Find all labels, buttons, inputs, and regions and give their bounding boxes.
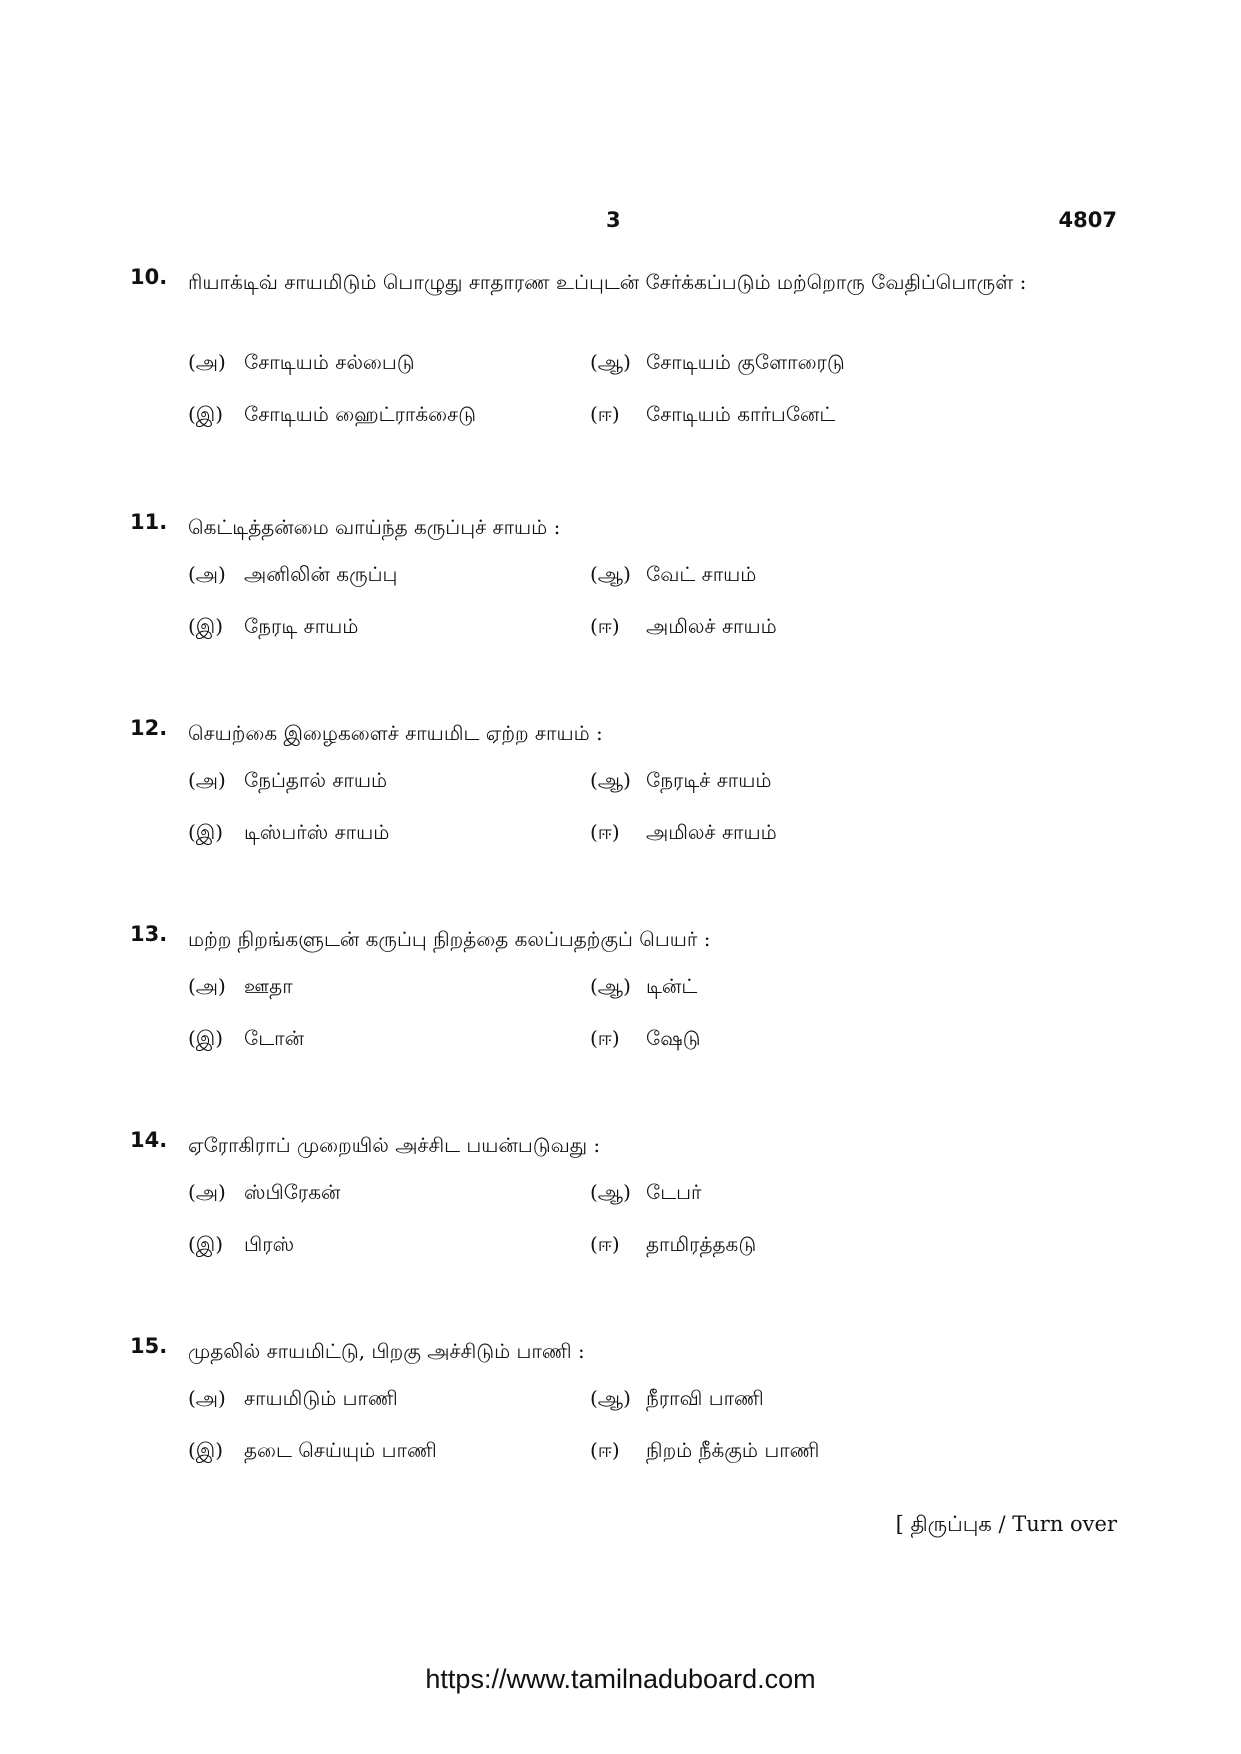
option-text: தடை செய்யும் பாணி	[244, 1438, 437, 1462]
option-text: நேப்தால் சாயம்	[244, 768, 388, 792]
option-b	[590, 350, 845, 377]
turn-over-note: [ திருப்புக / Turn over	[895, 1512, 1117, 1536]
option-marker: (இ)	[188, 820, 224, 844]
option-marker: (ஈ)	[590, 614, 620, 638]
question-text: கெட்டித்தன்மை வாய்ந்த கருப்புச் சாயம் :	[188, 515, 561, 539]
question-text: ஏரோகிராப் முறையில் அச்சிட பயன்படுவது :	[188, 1133, 601, 1157]
option-marker: (ஈ)	[590, 1232, 620, 1256]
option-b	[590, 1386, 764, 1413]
question-text: ரியாக்டிவ் சாயமிடும் பொழுது சாதாரண உப்புடன் சேர்க்கப்படும் மற்றொரு வேதிப்பொருள் :	[188, 270, 1027, 294]
option-text: ஊதா	[244, 974, 293, 998]
option-d	[590, 1026, 700, 1053]
question-text: மற்ற நிறங்களுடன் கருப்பு நிறத்தை கலப்பதற்குப் பெயர் :	[188, 927, 711, 951]
option-b	[590, 974, 697, 1001]
question-number: 14.	[130, 1128, 168, 1152]
option-marker: (அ)	[188, 350, 226, 374]
option-text: டிஸ்பர்ஸ் சாயம்	[244, 820, 390, 844]
option-d	[590, 1438, 819, 1465]
option-text: நேரடி சாயம்	[244, 614, 359, 638]
option-marker: (அ)	[188, 1180, 226, 1204]
option-marker: (ஈ)	[590, 1026, 620, 1050]
option-text: பிரஸ்	[244, 1232, 295, 1256]
option-c	[188, 1438, 437, 1465]
option-b	[590, 768, 771, 795]
option-c	[188, 820, 389, 847]
option-text: அமிலச் சாயம்	[646, 614, 777, 638]
option-marker: (அ)	[188, 768, 226, 792]
option-marker: (இ)	[188, 402, 224, 426]
option-b	[590, 562, 756, 589]
option-a	[188, 1386, 398, 1413]
option-text: சோடியம் ஹைட்ராக்சைடு	[244, 402, 477, 426]
option-marker: (இ)	[188, 1438, 224, 1462]
option-text: டின்ட்	[646, 974, 698, 998]
option-d	[590, 1232, 756, 1259]
option-c	[188, 1232, 294, 1259]
option-marker: (இ)	[188, 614, 224, 638]
option-text: அமிலச் சாயம்	[646, 820, 777, 844]
question-number: 13.	[130, 922, 168, 946]
page-number: 3	[606, 208, 621, 232]
option-marker: (ஆ)	[590, 562, 631, 586]
option-c	[188, 402, 476, 429]
option-marker: (ஆ)	[590, 1180, 631, 1204]
option-text: சோடியம் கார்பனேட்	[646, 402, 836, 426]
option-marker: (ஈ)	[590, 820, 620, 844]
question-text: செயற்கை இழைகளைச் சாயமிட ஏற்ற சாயம் :	[188, 721, 603, 745]
option-text: சோடியம் சல்பைடு	[244, 350, 415, 374]
option-marker: (இ)	[188, 1232, 224, 1256]
option-marker: (ஆ)	[590, 768, 631, 792]
option-text: ஷேடு	[646, 1026, 701, 1050]
question-number: 15.	[130, 1334, 168, 1358]
option-c	[188, 1026, 304, 1053]
option-marker: (ஆ)	[590, 350, 631, 374]
option-text: டோன்	[244, 1026, 304, 1050]
question-text: முதலில் சாயமிட்டு, பிறகு அச்சிடும் பாணி :	[188, 1339, 585, 1363]
option-a	[188, 768, 387, 795]
footer-url: https://www.tamilnaduboard.com	[425, 1664, 816, 1694]
option-a	[188, 974, 293, 1001]
option-text: ஸ்பிரேகன்	[244, 1180, 341, 1204]
option-text: சோடியம் குளோரைடு	[646, 350, 845, 374]
option-text: தாமிரத்தகடு	[646, 1232, 757, 1256]
option-marker: (அ)	[188, 974, 226, 998]
option-text: நிறம் நீக்கும் பாணி	[646, 1438, 820, 1462]
option-c	[188, 614, 358, 641]
option-a	[188, 350, 415, 377]
option-text: நீராவி பாணி	[646, 1386, 764, 1410]
option-marker: (அ)	[188, 1386, 226, 1410]
option-text: நேரடிச் சாயம்	[646, 768, 772, 792]
question-number: 12.	[130, 716, 168, 740]
option-marker: (இ)	[188, 1026, 224, 1050]
option-d	[590, 402, 835, 429]
question-number: 10.	[130, 265, 168, 289]
option-marker: (ஆ)	[590, 1386, 631, 1410]
option-a	[188, 562, 397, 589]
question-number: 11.	[130, 510, 168, 534]
option-text: சாயமிடும் பாணி	[244, 1386, 398, 1410]
option-text: வேட் சாயம்	[646, 562, 757, 586]
option-marker: (ஈ)	[590, 402, 620, 426]
option-d	[590, 614, 777, 641]
option-text: டேபர்	[646, 1180, 702, 1204]
option-marker: (ஈ)	[590, 1438, 620, 1462]
paper-code: 4807	[1058, 208, 1117, 232]
option-marker: (ஆ)	[590, 974, 631, 998]
option-text: அனிலின் கருப்பு	[244, 562, 398, 586]
option-marker: (அ)	[188, 562, 226, 586]
option-d	[590, 820, 777, 847]
option-b	[590, 1180, 701, 1207]
option-a	[188, 1180, 340, 1207]
